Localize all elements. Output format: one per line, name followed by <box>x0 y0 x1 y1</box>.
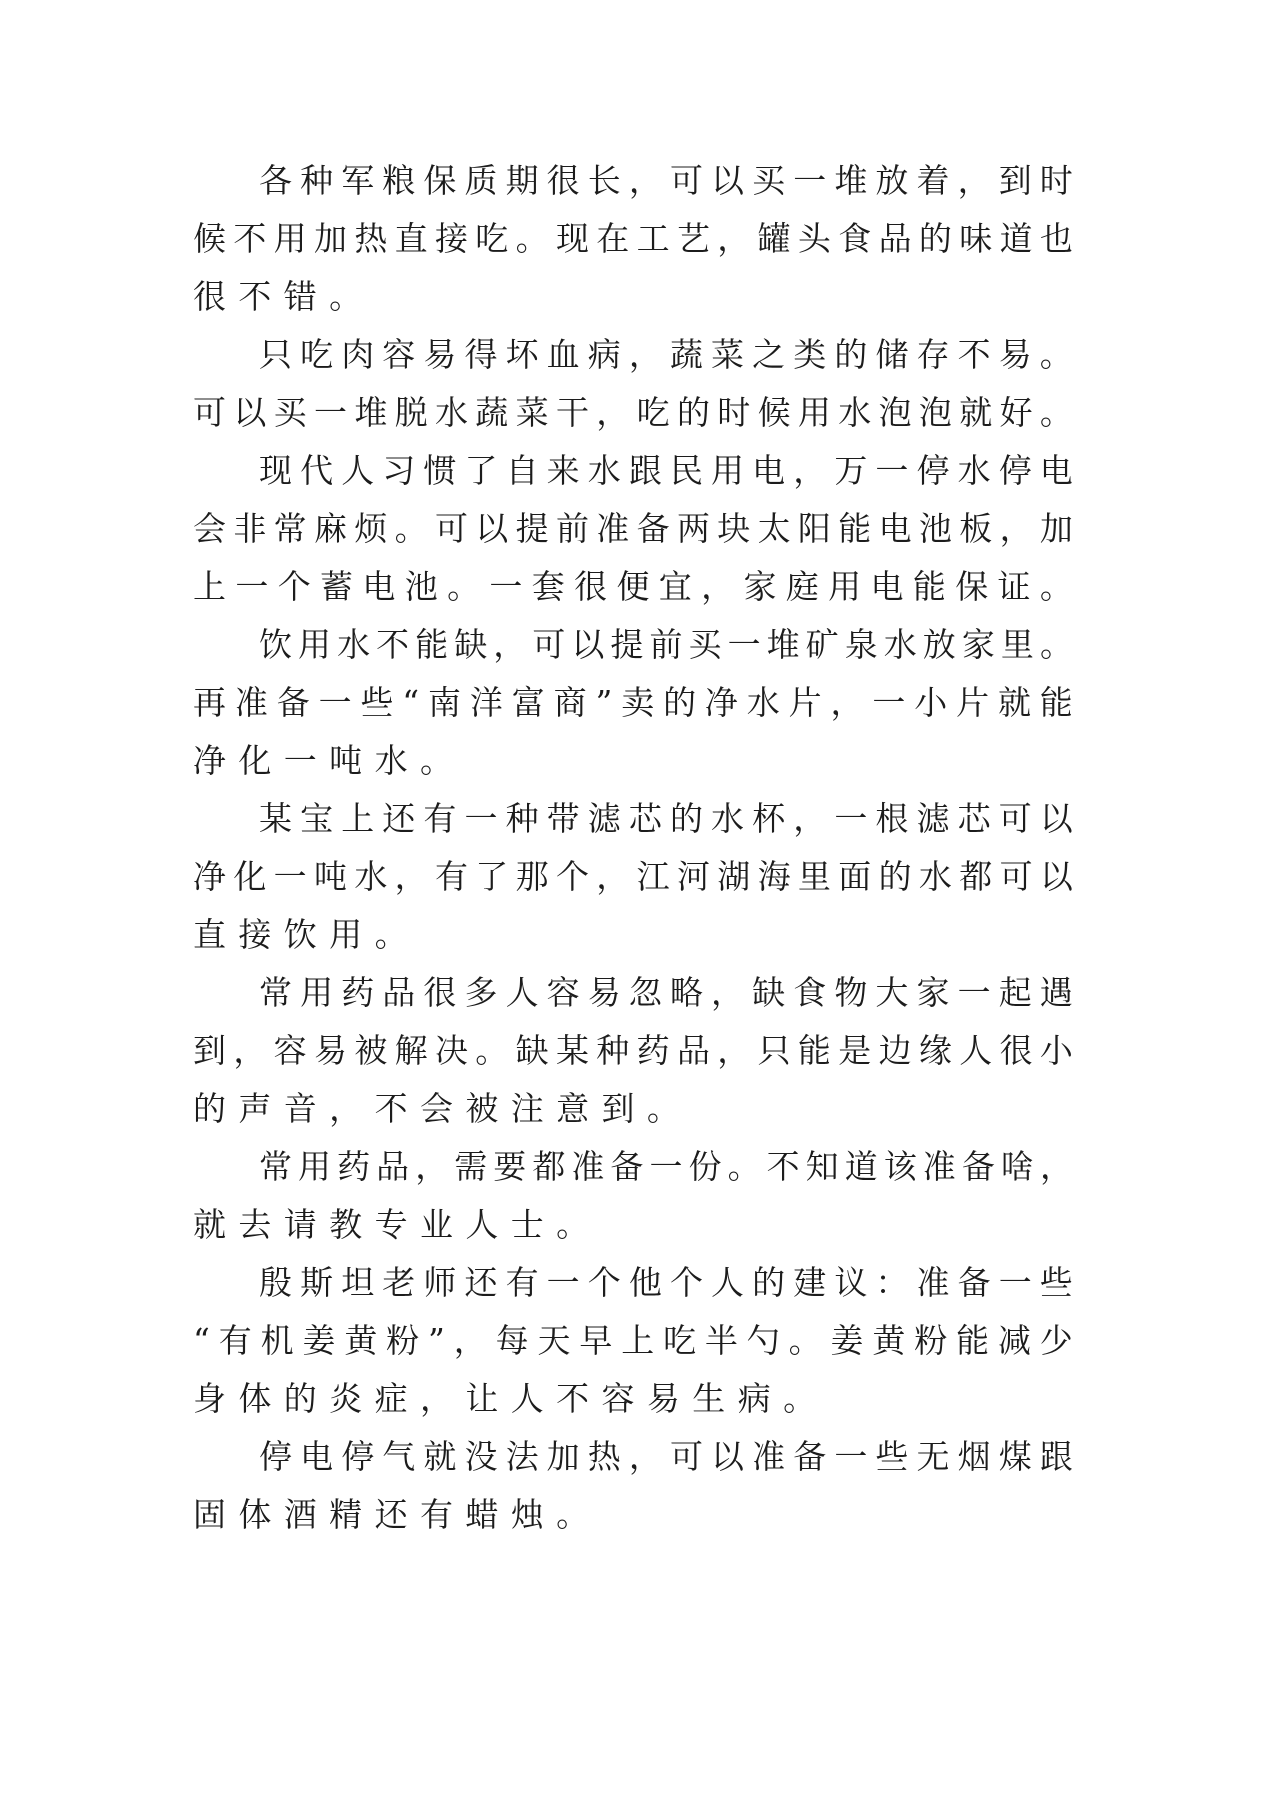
text-line: 很 不 错 。 <box>193 277 363 316</box>
text-line: 现 代 人 习 惯 了 自 来 水 跟 民 用 电 ， 万 一 停 水 停 电 <box>259 451 1073 490</box>
document-body <box>193 152 1073 1544</box>
text-line: 只 吃 肉 容 易 得 坏 血 病 ， 蔬 菜 之 类 的 储 存 不 易 。 <box>259 335 1073 374</box>
text-line: 饮 用 水 不 能 缺 ， 可 以 提 前 买 一 堆 矿 泉 水 放 家 里 。 <box>259 625 1073 664</box>
text-line: “ 有 机 姜 黄 粉 ” ， 每 天 早 上 吃 半 勺 。 姜 黄 粉 能 减 少 <box>193 1321 1073 1360</box>
text-line: 再 准 备 一 些 “ 南 洋 富 商 ” 卖 的 净 水 片 ， 一 小 片 就 能 <box>193 683 1073 722</box>
text-line: 各 种 军 粮 保 质 期 很 长 ， 可 以 买 一 堆 放 着 ， 到 时 <box>259 161 1073 200</box>
text-line: 固 体 酒 精 还 有 蜡 烛 。 <box>193 1495 590 1534</box>
text-line: 常 用 药 品 很 多 人 容 易 忽 略 ， 缺 食 物 大 家 一 起 遇 <box>259 973 1073 1012</box>
text-line: 会 非 常 麻 烦 。 可 以 提 前 准 备 两 块 太 阳 能 电 池 板 ， 加 <box>193 509 1073 548</box>
text-line: 殷 斯 坦 老 师 还 有 一 个 他 个 人 的 建 议 ： 准 备 一 些 <box>259 1263 1073 1302</box>
text-line: 某 宝 上 还 有 一 种 带 滤 芯 的 水 杯 ， 一 根 滤 芯 可 以 <box>259 799 1073 838</box>
text-line: 直 接 饮 用 。 <box>193 915 408 954</box>
text-line: 到 ， 容 易 被 解 决 。 缺 某 种 药 品 ， 只 能 是 边 缘 人 很 小 <box>193 1031 1073 1070</box>
text-line: 上 一 个 蓄 电 池 。 一 套 很 便 宜 ， 家 庭 用 电 能 保 证 。 <box>193 567 1073 606</box>
text-line: 常 用 药 品 ， 需 要 都 准 备 一 份 。 不 知 道 该 准 备 啥 ， <box>259 1147 1073 1186</box>
text-line: 的 声 音 ， 不 会 被 注 意 到 。 <box>193 1089 680 1128</box>
text-line: 净 化 一 吨 水 。 <box>193 741 453 780</box>
text-line: 净 化 一 吨 水 ， 有 了 那 个 ， 江 河 湖 海 里 面 的 水 都 可 以 <box>193 857 1073 896</box>
text-line: 候 不 用 加 热 直 接 吃 。 现 在 工 艺 ， 罐 头 食 品 的 味 道 也 <box>193 219 1073 258</box>
text-line: 可 以 买 一 堆 脱 水 蔬 菜 干 ， 吃 的 时 候 用 水 泡 泡 就 好 。 <box>193 393 1073 432</box>
text-line: 身 体 的 炎 症 ， 让 人 不 容 易 生 病 。 <box>193 1379 817 1418</box>
text-line: 就 去 请 教 专 业 人 士 。 <box>193 1205 590 1244</box>
text-line: 停 电 停 气 就 没 法 加 热 ， 可 以 准 备 一 些 无 烟 煤 跟 <box>259 1437 1073 1476</box>
